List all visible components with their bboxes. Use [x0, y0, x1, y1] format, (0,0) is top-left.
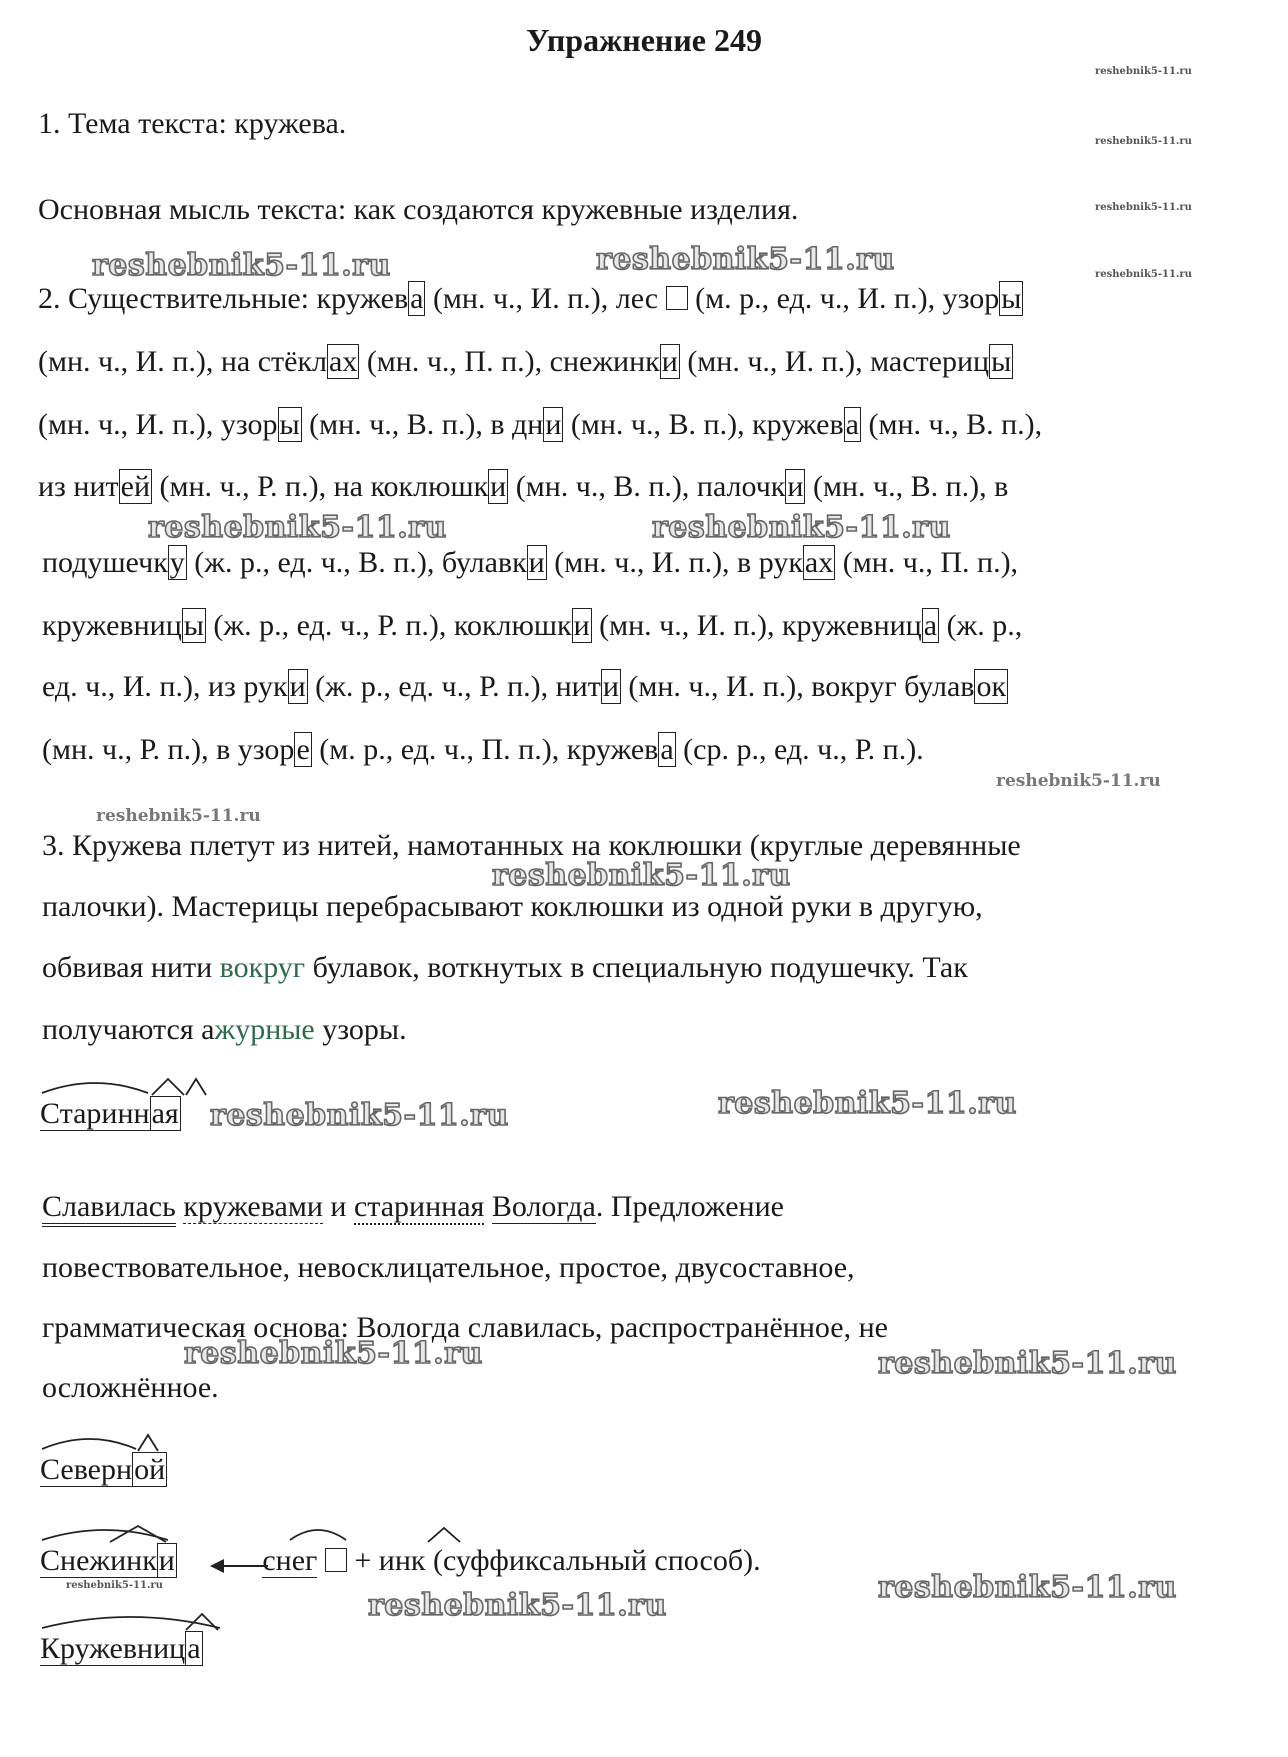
- sentence-line-2: повествовательное, невосклицательное, простое, двусоставное,: [42, 1251, 855, 1284]
- sec3-line-2: палочки). Мастерицы перебрасывают коклюшки из одной руки в другую,: [42, 890, 983, 923]
- nouns-line-1: 2. Существительные: кружева (мн. ч., И. п.), лес (м. р., ед. ч., И. п.), узоры: [38, 282, 1022, 315]
- sec3-line-1: 3. Кружева плетут из нитей, намотанных на коклюшки (круглые деревянные: [42, 829, 1021, 862]
- zero-ending-box: [666, 286, 688, 310]
- sentence-line-3: грамматическая основа: Вологда славилась, распространённое, не: [42, 1311, 888, 1344]
- watermark: reshebnik5-11.ru: [368, 1588, 667, 1623]
- watermark: reshebnik5-11.ru: [1095, 136, 1192, 147]
- nouns-line-4: из нитей (мн. ч., Р. п.), на коклюшки (мн. ч., В. п.), палочки (мн. ч., В. п.), в: [38, 470, 1009, 503]
- watermark: reshebnik5-11.ru: [96, 806, 261, 826]
- watermark: reshebnik5-11.ru: [184, 1336, 483, 1371]
- watermark: reshebnik5-11.ru: [1095, 66, 1192, 77]
- nouns-line-7: ед. ч., И. п.), из руки (ж. р., ед. ч., Р. п.), нити (мн. ч., И. п.), вокруг булавок: [42, 670, 1007, 703]
- morpheme-severnoy: Северной: [40, 1453, 167, 1487]
- morpheme-marks: [40, 1435, 200, 1459]
- watermark: reshebnik5-11.ru: [92, 248, 391, 283]
- watermark: reshebnik5-11.ru: [66, 1580, 163, 1591]
- watermark: reshebnik5-11.ru: [492, 858, 791, 893]
- watermark: reshebnik5-11.ru: [996, 771, 1161, 791]
- text-topic: 1. Тема текста: кружева.: [38, 107, 347, 140]
- sec3-line-3: обвивая нити вокруг булавок, воткнутых в специальную подушечку. Так: [42, 951, 968, 984]
- nouns-line-2: (мн. ч., И. п.), на стёклах (мн. ч., П. п.), снежинки (мн. ч., И. п.), мастерицы: [38, 345, 1012, 378]
- watermark: reshebnik5-11.ru: [878, 1570, 1177, 1605]
- watermark: reshebnik5-11.ru: [596, 242, 895, 277]
- arrow-left-icon: [210, 1556, 270, 1576]
- watermark: reshebnik5-11.ru: [718, 1086, 1017, 1121]
- nouns-line-3: (мн. ч., И. п.), узоры (мн. ч., В. п.), в дни (мн. ч., В. п.), кружева (мн. ч., В. п.),: [38, 408, 1043, 441]
- watermark: reshebnik5-11.ru: [878, 1346, 1177, 1381]
- morpheme-marks: [40, 1526, 560, 1550]
- morpheme-marks: [40, 1614, 240, 1638]
- nouns-line-5: подушечку (ж. р., ед. ч., В. п.), булавки (мн. ч., И. п.), в руках (мн. ч., П. п.),: [42, 546, 1019, 579]
- watermark: reshebnik5-11.ru: [1095, 269, 1192, 280]
- watermark: reshebnik5-11.ru: [652, 510, 951, 545]
- watermark: reshebnik5-11.ru: [148, 510, 447, 545]
- zero-ending-box: [325, 1548, 347, 1572]
- morpheme-kruzhevnitsa: Кружевница: [40, 1632, 203, 1666]
- morpheme-staraya: Старинная: [40, 1097, 181, 1131]
- morpheme-marks: [40, 1079, 220, 1103]
- sentence-line-4: осложнённое.: [42, 1371, 219, 1404]
- page-title: Упражнение 249: [525, 22, 762, 58]
- nouns-line-6: кружевницы (ж. р., ед. ч., Р. п.), коклюшки (мн. ч., И. п.), кружевница (ж. р.,: [42, 609, 1023, 642]
- text-main-idea: Основная мысль текста: как создаются кружевные изделия.: [38, 193, 799, 226]
- nouns-line-8: (мн. ч., Р. п.), в узоре (м. р., ед. ч., П. п.), кружева (ср. р., ед. ч., Р. п.).: [42, 733, 924, 766]
- watermark: reshebnik5-11.ru: [1095, 202, 1192, 213]
- sentence-line-1: Славилась кружевами и старинная Вологда. Предложение: [42, 1187, 784, 1227]
- morpheme-snezhinki: Снежинки снег + инк (суффиксальный способ).: [40, 1544, 761, 1578]
- sec3-line-4: получаются ажурные узоры.: [42, 1013, 407, 1046]
- watermark: reshebnik5-11.ru: [210, 1098, 509, 1133]
